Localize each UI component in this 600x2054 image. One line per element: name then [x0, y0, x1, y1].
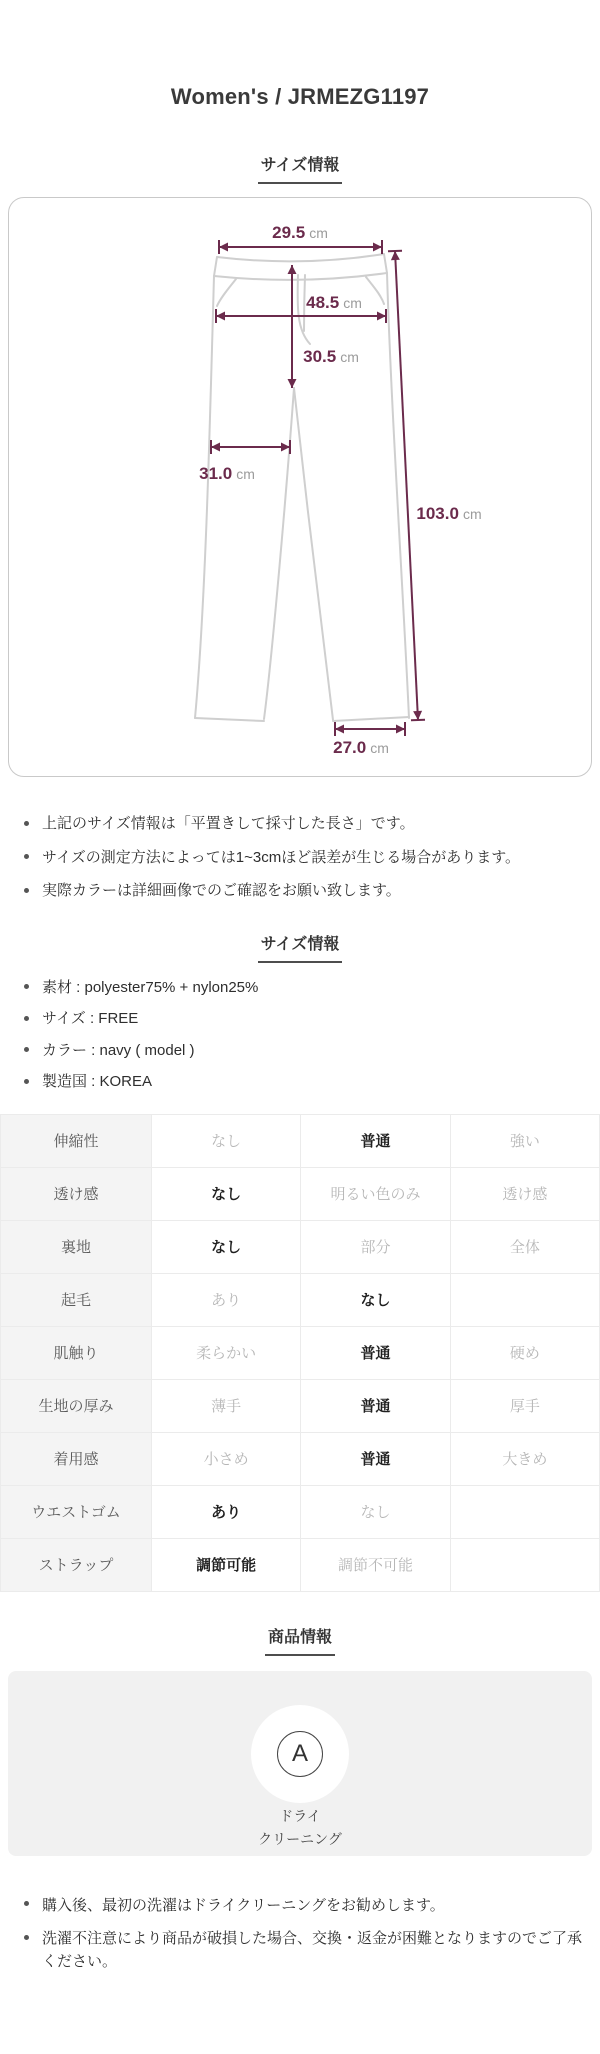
dry-clean-icon: A	[277, 1731, 323, 1777]
row-label: 裏地	[1, 1220, 152, 1273]
spec-section-heading-text: サイズ情報	[258, 931, 343, 963]
table-row	[1, 1326, 600, 1379]
option-cell: 普通	[301, 1114, 450, 1167]
option-cell: なし	[152, 1220, 301, 1273]
table-row	[1, 1379, 600, 1432]
svg-text:30.5cm: 30.5 cm	[303, 347, 359, 366]
option-cell	[450, 1273, 599, 1326]
hem-dimension	[333, 722, 405, 757]
row-label: 肌触り	[1, 1326, 152, 1379]
svg-text:29.5cm: 29.5 cm	[272, 223, 328, 242]
option-cell: 普通	[301, 1326, 450, 1379]
row-label: ウエストゴム	[1, 1485, 152, 1538]
option-cell: 薄手	[152, 1379, 301, 1432]
option-cell: 明るい色のみ	[301, 1167, 450, 1220]
row-label: 起毛	[1, 1273, 152, 1326]
option-cell	[450, 1538, 599, 1591]
size-section-heading	[0, 152, 600, 184]
option-cell: 大きめ	[450, 1432, 599, 1485]
care-instructions-panel	[8, 1671, 592, 1856]
table-row	[1, 1273, 600, 1326]
hip-dimension	[216, 293, 386, 323]
row-label: ストラップ	[1, 1538, 152, 1591]
option-cell: 普通	[301, 1379, 450, 1432]
product-section-heading	[0, 1624, 600, 1656]
thigh-dimension	[199, 440, 290, 483]
row-label: 生地の厚み	[1, 1379, 152, 1432]
option-cell: 硬め	[450, 1326, 599, 1379]
option-cell: 調節不可能	[301, 1538, 450, 1591]
table-row	[1, 1167, 600, 1220]
option-cell: 柔らかい	[152, 1326, 301, 1379]
row-label: 着用感	[1, 1432, 152, 1485]
care-label	[8, 1805, 592, 1851]
note-item: 実際カラーは詳細画像でのご確認をお願い致します。	[16, 880, 590, 903]
table-row	[1, 1538, 600, 1591]
product-section-heading-text: 商品情報	[265, 1624, 335, 1656]
note-item: カラー : navy ( model )	[16, 1040, 590, 1063]
option-cell: なし	[301, 1273, 450, 1326]
waist-dimension	[219, 223, 382, 254]
size-section-heading-text: サイズ情報	[258, 152, 343, 184]
note-item: サイズの測定方法によっては1~3cmほど誤差が生じる場合があります。	[16, 847, 590, 870]
table-row	[1, 1432, 600, 1485]
note-item: 購入後、最初の洗濯はドライクリーニングをお勧めします。	[16, 1894, 590, 1917]
option-cell: 普通	[301, 1432, 450, 1485]
attributes-table-body	[1, 1114, 600, 1591]
note-item: サイズ : FREE	[16, 1008, 590, 1031]
option-cell: 強い	[450, 1114, 599, 1167]
option-cell: 小さめ	[152, 1432, 301, 1485]
svg-text:48.5cm: 48.5 cm	[306, 293, 362, 312]
svg-text:31.0cm: 31.0 cm	[199, 464, 255, 483]
table-row	[1, 1485, 600, 1538]
option-cell: なし	[301, 1485, 450, 1538]
svg-text:103.0cm: 103.0 cm	[416, 504, 482, 523]
option-cell: 全体	[450, 1220, 599, 1273]
table-row	[1, 1220, 600, 1273]
option-cell: なし	[152, 1114, 301, 1167]
pants-measurement-diagram	[9, 198, 591, 776]
care-label-line: ドライ	[279, 1807, 321, 1824]
option-cell: 調節可能	[152, 1538, 301, 1591]
option-cell: 厚手	[450, 1379, 599, 1432]
option-cell: あり	[152, 1273, 301, 1326]
page-title: Women's / JRMEZG1197	[170, 84, 430, 109]
svg-text:27.0cm: 27.0 cm	[333, 738, 389, 757]
size-diagram-panel	[8, 197, 592, 777]
note-item: 素材 : polyester75% + nylon25%	[16, 977, 590, 1000]
care-symbol-circle	[251, 1705, 349, 1803]
attributes-table	[0, 1114, 600, 1592]
option-cell: なし	[152, 1167, 301, 1220]
note-item: 製造国 : KOREA	[16, 1071, 590, 1094]
care-label-line: クリーニング	[258, 1830, 342, 1847]
size-notes-list	[0, 813, 600, 903]
product-notes-list	[0, 1894, 600, 1974]
length-dimension	[388, 251, 482, 721]
note-item: 上記のサイズ情報は「平置きして採寸した長さ」です。	[16, 813, 590, 836]
spec-list	[0, 977, 600, 1094]
option-cell: 透け感	[450, 1167, 599, 1220]
option-cell: あり	[152, 1485, 301, 1538]
option-cell: 部分	[301, 1220, 450, 1273]
spec-section-heading	[0, 931, 600, 963]
note-item: 洗濯不注意により商品が破損した場合、交換・返金が困難となりますのでご了承ください。	[16, 1927, 590, 1974]
table-row	[1, 1114, 600, 1167]
row-label: 伸縮性	[1, 1114, 152, 1167]
pants-outline	[195, 254, 409, 721]
option-cell	[450, 1485, 599, 1538]
row-label: 透け感	[1, 1167, 152, 1220]
